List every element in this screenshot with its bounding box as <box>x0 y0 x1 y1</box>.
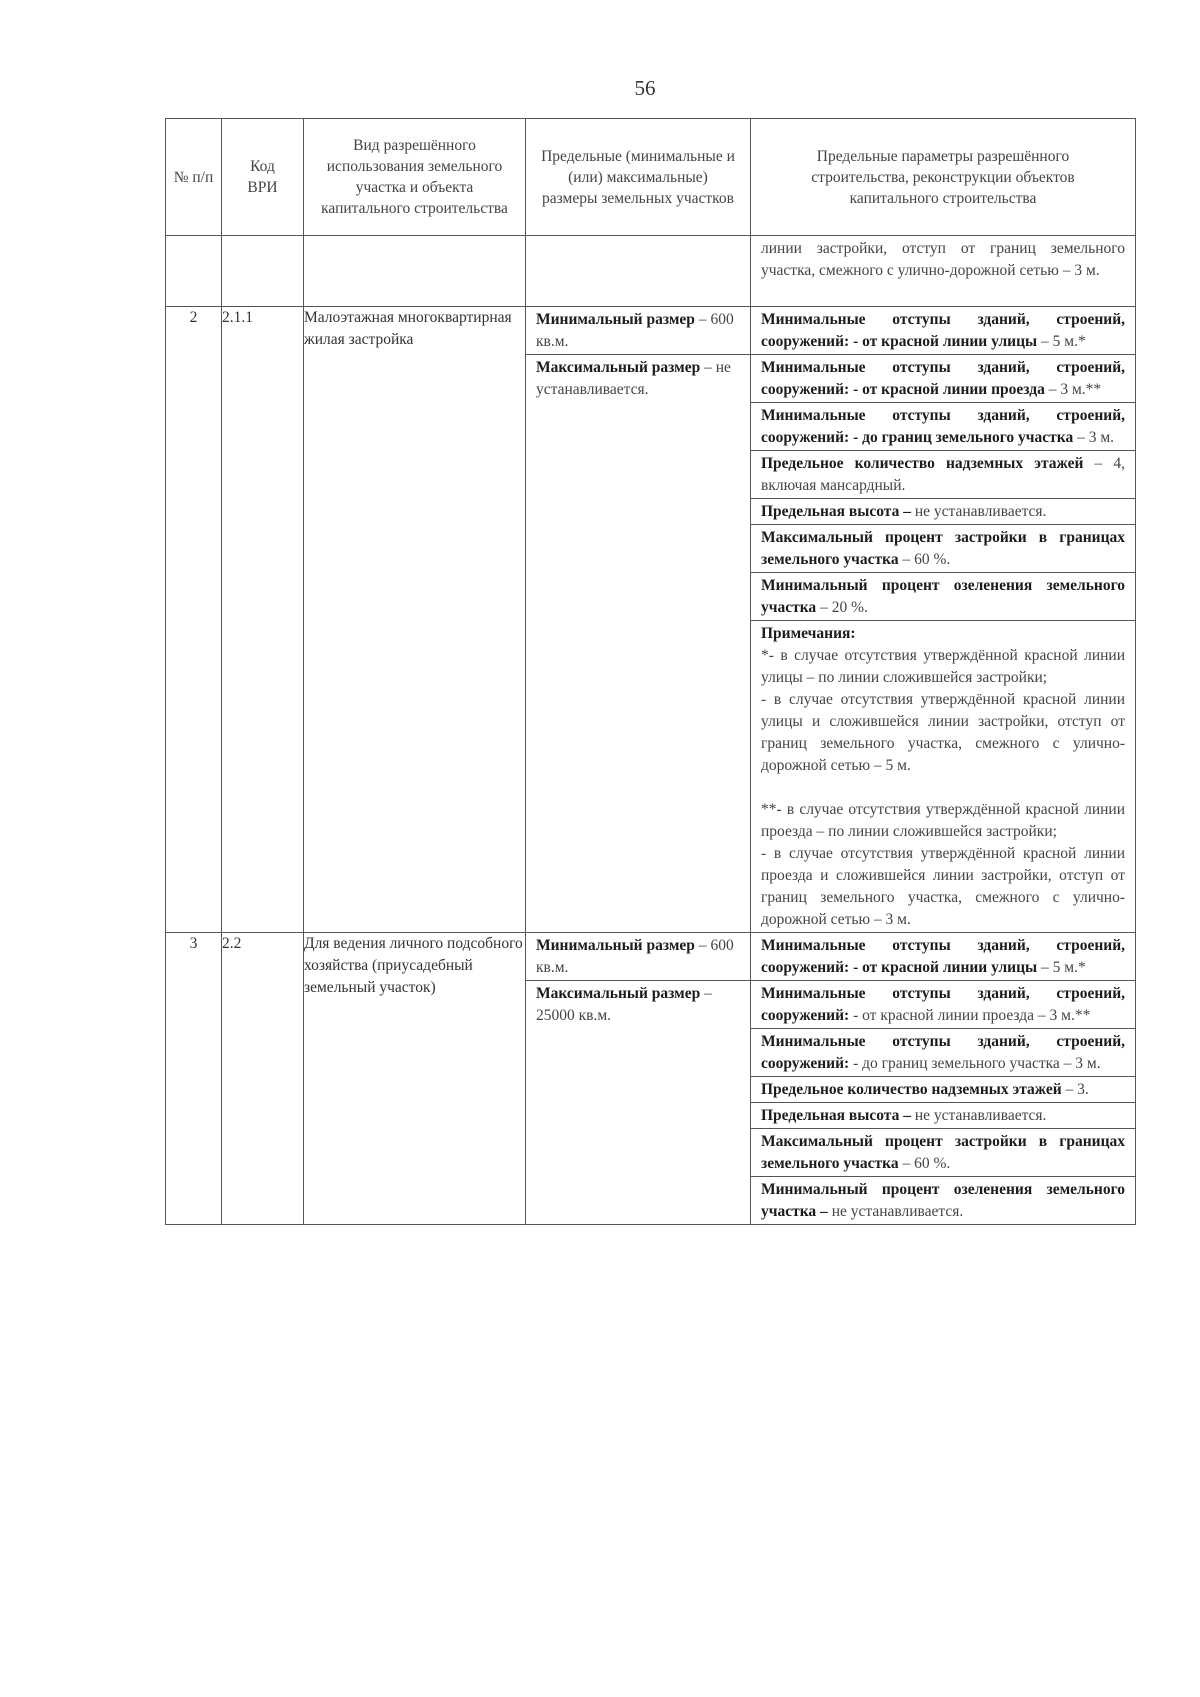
table-row <box>166 933 1136 1225</box>
param-item: Минимальные отступы зданий, строений, сооружений: - от красной линии улицы – 5 м.* <box>761 937 1125 976</box>
plot-sizes-cell <box>526 307 751 933</box>
regulations-table <box>165 118 1136 1225</box>
param-item: Предельная высота – не устанавливается. <box>751 498 1135 524</box>
param-item: Минимальные отступы зданий, строений, сооружений: - до границ земельного участка – 3 м. <box>751 1028 1135 1076</box>
header-num: № п/п <box>166 119 222 236</box>
header-use: Вид разрешённого использования земельного участка и объекта капитального строительства <box>304 119 526 236</box>
notes-block <box>751 620 1135 932</box>
param-item: Предельное количество надземных этажей – 3. <box>751 1076 1135 1102</box>
min-size: Минимальный размер – 600 кв.м. <box>536 937 734 976</box>
header-params: Предельные параметры разрешённого строительства, реконструкции объектов капитального строительства <box>751 119 1136 236</box>
param-item: Максимальный процент застройки в границах земельного участка – 60 %. <box>751 1128 1135 1176</box>
note-line: - в случае отсутствия утверждённой красной линии улицы и сложившейся линии застройки, отступ от границ земельного участка, смежного с улично-дорожной сетью – 5 м. <box>761 691 1125 774</box>
note-line: *- в случае отсутствия утверждённой красной линии улицы – по линии сложившейся застройки; <box>761 647 1125 686</box>
row-number: 3 <box>166 933 222 1225</box>
notes-title: Примечания: <box>761 625 856 642</box>
param-item: Минимальные отступы зданий, строений, сооружений: - от красной линии улицы – 5 м.* <box>761 311 1125 350</box>
header-sizes: Предельные (минимальные и (или) максимальные) размеры земельных участков <box>526 119 751 236</box>
vri-code: 2.2 <box>222 933 304 1225</box>
param-item: Минимальные отступы зданий, строений, сооружений: - до границ земельного участка – 3 м. <box>751 402 1135 450</box>
param-item: Максимальный процент застройки в границах земельного участка – 60 %. <box>751 524 1135 572</box>
build-params-cell <box>751 933 1136 1225</box>
permitted-use: Малоэтажная многоквартирная жилая застройка <box>304 307 526 933</box>
param-item: Предельная высота – не устанавливается. <box>751 1102 1135 1128</box>
vri-code: 2.1.1 <box>222 307 304 933</box>
continuation-text: линии застройки, отступ от границ земельного участка, смежного с улично-дорожной сетью – 3 м. <box>761 240 1125 279</box>
param-item: Предельное количество надземных этажей – 4, включая мансардный. <box>751 450 1135 498</box>
row-number: 2 <box>166 307 222 933</box>
param-item: Минимальный процент озеленения земельного участка – не устанавливается. <box>751 1176 1135 1224</box>
note-line: - в случае отсутствия утверждённой красной линии проезда и сложившейся линии застройки, отступ от границ земельного участка, смежного с улично-дорожной сетью – 3 м. <box>761 845 1125 928</box>
param-item: Минимальные отступы зданий, строений, сооружений: - от красной линии проезда – 3 м.** <box>751 354 1135 402</box>
note-line: **- в случае отсутствия утверждённой красной линии проезда – по линии сложившейся застройки; <box>761 801 1125 840</box>
permitted-use: Для ведения личного подсобного хозяйства (приусадебный земельный участок) <box>304 933 526 1225</box>
continuation-row <box>166 236 1136 307</box>
max-size: Максимальный размер – 25000 кв.м. <box>526 980 750 1028</box>
table-header-row <box>166 119 1136 236</box>
header-code: Код ВРИ <box>222 119 304 236</box>
page-number: 56 <box>634 76 656 100</box>
param-item: Минимальные отступы зданий, строений, сооружений: - от красной линии проезда – 3 м.** <box>751 980 1135 1028</box>
max-size: Максимальный размер – не устанавливается. <box>526 354 750 402</box>
plot-sizes-cell <box>526 933 751 1225</box>
build-params-cell <box>751 307 1136 933</box>
table-row <box>166 307 1136 933</box>
param-item: Минимальный процент озеленения земельного участка – 20 %. <box>751 572 1135 620</box>
min-size: Минимальный размер – 600 кв.м. <box>536 311 734 350</box>
